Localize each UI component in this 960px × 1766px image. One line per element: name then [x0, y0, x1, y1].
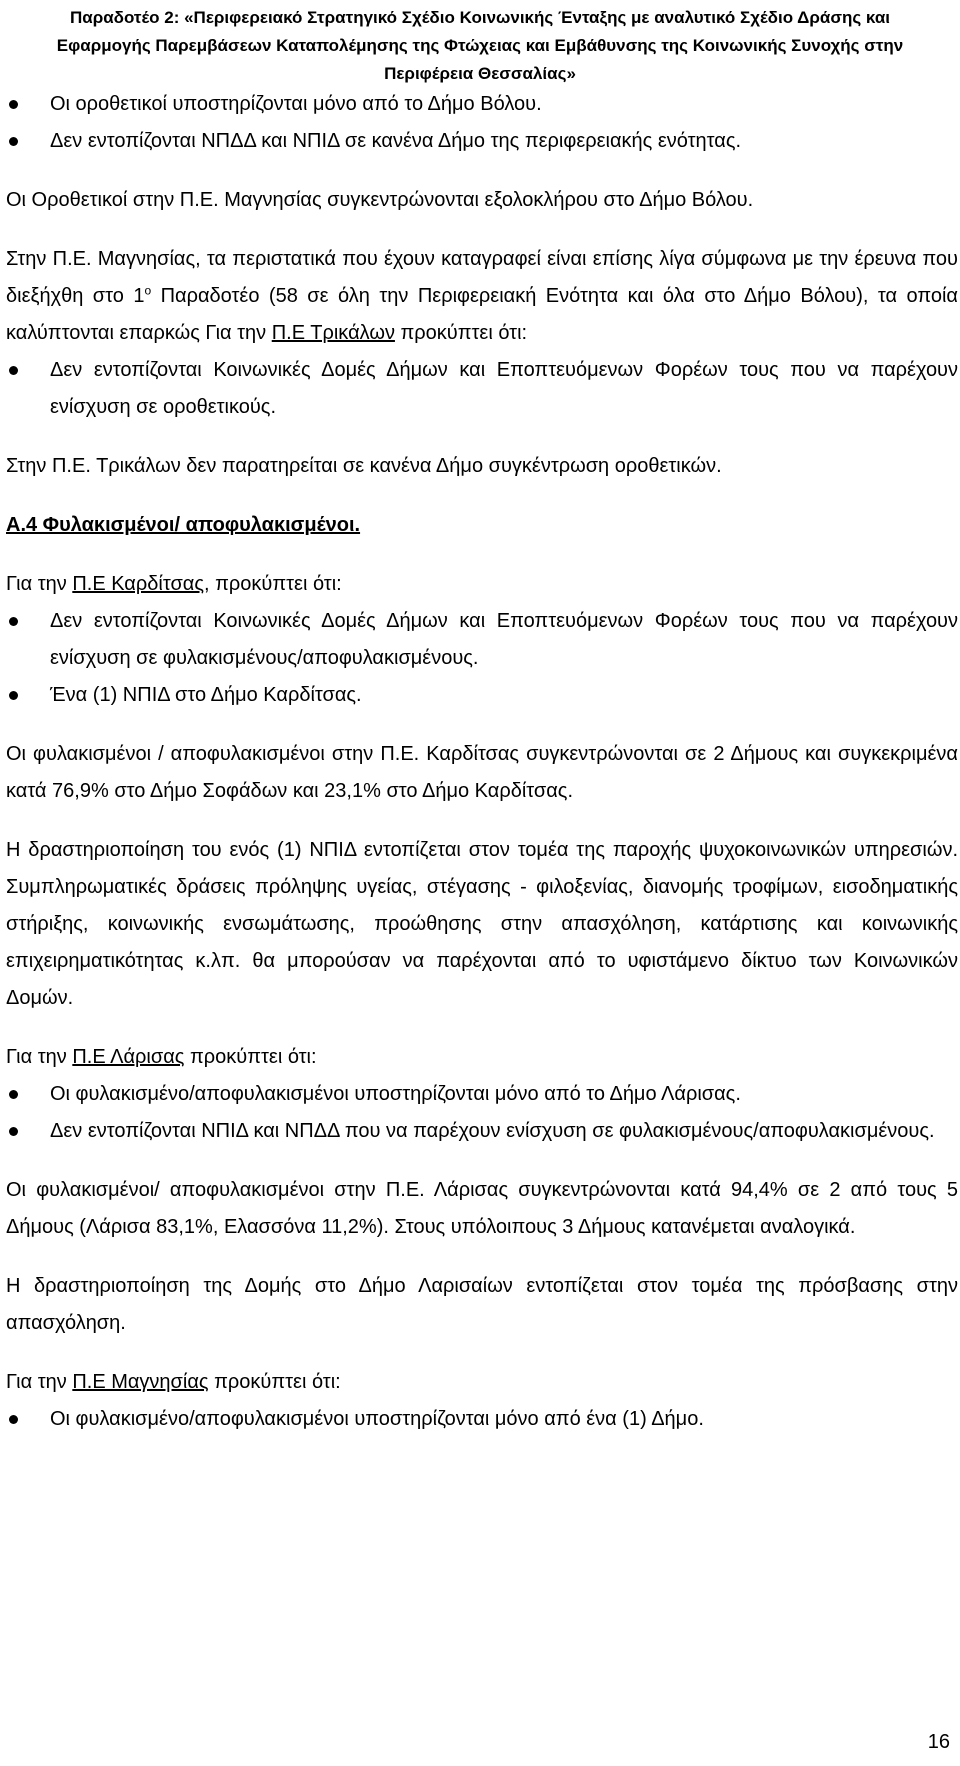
bullet-icon	[9, 366, 18, 375]
bullet-icon	[9, 1415, 18, 1424]
bullet-icon	[9, 691, 18, 700]
superscript: ο	[144, 283, 152, 298]
paragraph: Η δραστηριοποίηση της Δομής στο Δήμο Λαρισαίων εντοπίζεται στον τομέα της πρόσβασης στην απασχόληση.	[6, 1275, 958, 1334]
bullet-list-magnesia-hiv	[6, 86, 958, 160]
list-item: Ένα (1) ΝΠΙΔ στο Δήμο Καρδίτσας.	[6, 677, 958, 714]
bullet-icon	[9, 100, 18, 109]
list-item: Οι φυλακισμένο/αποφυλακισμένοι υποστηρίζονται μόνο από το Δήμο Λάρισας.	[6, 1076, 958, 1113]
bullet-list-magnesia-prisoners	[6, 1401, 958, 1438]
header-line-3: Περιφέρεια Θεσσαλίας»	[384, 64, 576, 83]
list-item: Δεν εντοπίζονται Κοινωνικές Δομές Δήμων και Εποπτευόμενων Φορέων τους που να παρέχουν ενίσχυση σε οροθετικούς.	[6, 352, 958, 426]
page-number: 16	[927, 1731, 950, 1753]
header-line-1: Παραδοτέο 2: «Περιφερειακό Στρατηγικό Σχέδιο Κοινωνικής Ένταξης με αναλυτικό Σχέδιο Δράσης και	[69, 8, 891, 27]
underlined-region-name: Π.Ε Λάρισας	[72, 1046, 185, 1068]
header-line-2: Εφαρμογής Παρεμβάσεων Καταπολέμησης της Φτώχειας και Εμβάθυνσης της Κοινωνικής Συνοχής στην	[56, 36, 904, 55]
underlined-region-name: Π.Ε Μαγνησίας	[72, 1371, 209, 1393]
list-item: Δεν εντοπίζονται Κοινωνικές Δομές Δήμων και Εποπτευόμενων Φορέων τους που να παρέχουν ενίσχυση σε φυλακισμένους/αποφυλακισμένους.	[6, 603, 958, 677]
paragraph: Για την Π.Ε Μαγνησίας προκύπτει ότι:	[6, 1371, 341, 1393]
underlined-region-name: Π.Ε Καρδίτσας,	[72, 573, 210, 595]
list-item: Δεν εντοπίζονται ΝΠΔΔ και ΝΠΙΔ σε κανένα Δήμο της περιφερειακής ενότητας.	[6, 123, 958, 160]
paragraph: Για την Π.Ε Λάρισας προκύπτει ότι:	[6, 1046, 317, 1068]
bullet-icon	[9, 617, 18, 626]
underlined-region-name: Π.Ε Τρικάλων	[271, 322, 395, 344]
paragraph: Οι Οροθετικοί στην Π.Ε. Μαγνησίας συγκεντρώνονται εξολοκλήρου στο Δήμο Βόλου.	[6, 189, 754, 211]
list-item: Οι οροθετικοί υποστηρίζονται μόνο από το Δήμο Βόλου.	[6, 86, 958, 123]
bullet-list-karditsa	[6, 603, 958, 714]
bullet-list-larisa	[6, 1076, 958, 1150]
document-header	[0, 4, 960, 88]
bullet-icon	[9, 1090, 18, 1099]
list-item: Οι φυλακισμένο/αποφυλακισμένοι υποστηρίζονται μόνο από ένα (1) Δήμο.	[6, 1401, 958, 1438]
bullet-list-trikala-hiv	[6, 352, 958, 426]
bullet-icon	[9, 137, 18, 146]
paragraph: Στην Π.Ε. Τρικάλων δεν παρατηρείται σε κανένα Δήμο συγκέντρωση οροθετικών.	[6, 455, 722, 477]
section-heading: Α.4 Φυλακισμένοι/ αποφυλακισμένοι.	[6, 514, 361, 536]
document-body	[6, 86, 958, 1460]
paragraph: Για την Π.Ε Καρδίτσας, προκύπτει ότι:	[6, 573, 342, 595]
paragraph: Οι φυλακισμένοι/ αποφυλακισμένοι στην Π.Ε. Λάρισας συγκεντρώνονται κατά 94,4% σε 2 από τους 5 Δήμους (Λάρισα 83,1%, Ελασσόνα 11,2%). Στους υπόλοιπους 3 Δήμους κατανέμεται αναλογικά.	[6, 1179, 958, 1238]
list-item: Δεν εντοπίζονται ΝΠΙΔ και ΝΠΔΔ που να παρέχουν ενίσχυση σε φυλακισμένους/αποφυλακισμένους.	[6, 1113, 958, 1150]
paragraph: Στην Π.Ε. Μαγνησίας, τα περιστατικά που έχουν καταγραφεί είναι επίσης λίγα σύμφωνα με την έρευνα που διεξήχθη στο $1^o$ Παραδοτέο (58 σε όλη την Περιφερειακή Ενότητα και όλα στο Δήμο Βόλου), τα οποία καλύπτονται επαρκώς Για την Π.Ε Τρικάλων προκύπτει ότι:	[6, 248, 958, 344]
bullet-icon	[9, 1127, 18, 1136]
paragraph: Η δραστηριοποίηση του ενός (1) ΝΠΙΔ εντοπίζεται στον τομέα της παροχής ψυχοκοινωνικών υπηρεσιών. Συμπληρωματικές δράσεις πρόληψης υγείας, στέγασης - φιλοξενίας, διανομής τροφίμων, εισοδηματικής στήριξης, κοινωνικής ενσωμάτωσης, προώθησης στην απασχόληση, κατάρτισης και κοινωνικής επιχειρηματικότητας κ.λπ. θα μπορούσαν να παρέχονται από το υφιστάμενο δίκτυο των Κοινωνικών Δομών.	[6, 839, 958, 1009]
paragraph: Οι φυλακισμένοι / αποφυλακισμένοι στην Π.Ε. Καρδίτσας συγκεντρώνονται σε 2 Δήμους και συγκεκριμένα κατά 76,9% στο Δήμο Σοφάδων και 23,1% στο Δήμο Καρδίτσας.	[6, 743, 958, 802]
